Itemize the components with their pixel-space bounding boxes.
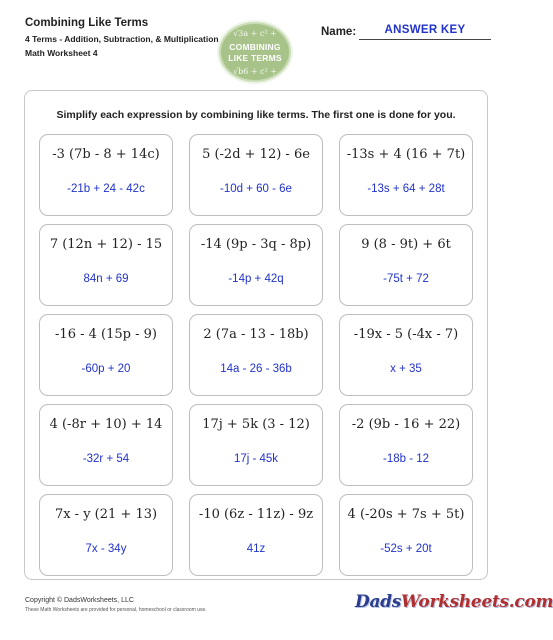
- problem-answer: -18b - 12: [382, 453, 430, 465]
- problem-answer: 41z: [246, 543, 266, 555]
- logo-formula-top: √3a + c² +: [233, 29, 277, 38]
- problem-expression: -3 (7b - 8 + 14c): [52, 147, 160, 162]
- problem-expression: 9 (8 - 9t) + 6t: [361, 237, 451, 252]
- problem-expression: 4 (-20s + 7s + 5t): [347, 507, 465, 522]
- problem-card: [39, 224, 173, 306]
- problem-answer: -60p + 20: [81, 363, 131, 375]
- problem-answer: 7x - 34y: [85, 543, 127, 555]
- problem-answer: 14a - 26 - 36b: [220, 363, 292, 375]
- topic-logo: [219, 22, 291, 82]
- worksheet-header: [25, 17, 219, 58]
- worksheet-subtitle: 4 Terms - Addition, Subtraction, & Multiplication: [25, 34, 219, 44]
- problem-answer: x + 35: [390, 363, 422, 375]
- problem-answer: -52s + 20t: [380, 543, 432, 555]
- problem-expression: 4 (-8r + 10) + 14: [49, 417, 163, 432]
- copyright: Copyright © DadsWorksheets, LLC: [25, 597, 134, 604]
- problem-expression: -2 (9b - 16 + 22): [351, 417, 461, 432]
- logo-formula-bottom: √b6 + c² +: [232, 67, 278, 76]
- problem-answer: -21b + 24 - 42c: [67, 183, 145, 195]
- problem-card: [339, 134, 473, 216]
- problems-panel: [24, 90, 488, 580]
- usage-note: These Math Worksheets are provided for personal, homeschool or classroom use.: [25, 607, 207, 613]
- problem-card: [339, 224, 473, 306]
- problem-card: [339, 404, 473, 486]
- problem-expression: 5 (-2d + 12) - 6e: [202, 147, 310, 162]
- problem-expression: -16 - 4 (15p - 9): [55, 327, 157, 342]
- brand-main: Dads: [355, 592, 402, 612]
- brand-logo: [355, 588, 553, 616]
- answer-key-text: ANSWER KEY: [384, 24, 466, 36]
- problem-answer: -75t + 72: [383, 273, 429, 285]
- problem-expression: 2 (7a - 13 - 18b): [203, 327, 309, 342]
- problem-card: [189, 404, 323, 486]
- problem-card: [189, 494, 323, 576]
- problem-card: [39, 314, 173, 396]
- problem-card: [39, 494, 173, 576]
- problem-answer: -32r + 54: [82, 453, 130, 465]
- problem-card: [189, 224, 323, 306]
- logo-text: COMBINING LIKE TERMS: [228, 42, 282, 63]
- problem-answer: -14p + 42q: [228, 273, 284, 285]
- problem-expression: 7x - y (21 + 13): [54, 507, 158, 522]
- problem-answer: 17j - 45k: [233, 453, 279, 465]
- worksheet-title: Combining Like Terms: [25, 17, 149, 29]
- problem-card: [339, 494, 473, 576]
- problem-answer: -13s + 64 + 28t: [367, 183, 445, 195]
- problem-expression: -14 (9p - 3q - 8p): [200, 237, 312, 252]
- problem-card: [189, 134, 323, 216]
- problem-expression: 17j + 5k (3 - 12): [202, 417, 310, 432]
- problem-card: [189, 314, 323, 396]
- problem-expression: -10 (6z - 11z) - 9z: [198, 507, 314, 522]
- footer: [25, 597, 207, 613]
- problem-expression: 7 (12n + 12) - 15: [49, 237, 163, 252]
- name-label: Name:: [321, 26, 357, 38]
- problem-expression: -13s + 4 (16 + 7t): [346, 147, 466, 162]
- problem-card: [39, 134, 173, 216]
- problem-card: [339, 314, 473, 396]
- problem-answer: 84n + 69: [83, 273, 129, 285]
- instructions: Simplify each expression by combining like terms. The first one is done for you.: [56, 109, 456, 121]
- name-underline: [359, 39, 491, 40]
- worksheet-number: Math Worksheet 4: [25, 48, 98, 58]
- brand-accent: Worksheets.com: [401, 592, 553, 612]
- problem-card: [39, 404, 173, 486]
- problem-expression: -19x - 5 (-4x - 7): [353, 327, 459, 342]
- problem-answer: -10d + 60 - 6e: [220, 183, 292, 195]
